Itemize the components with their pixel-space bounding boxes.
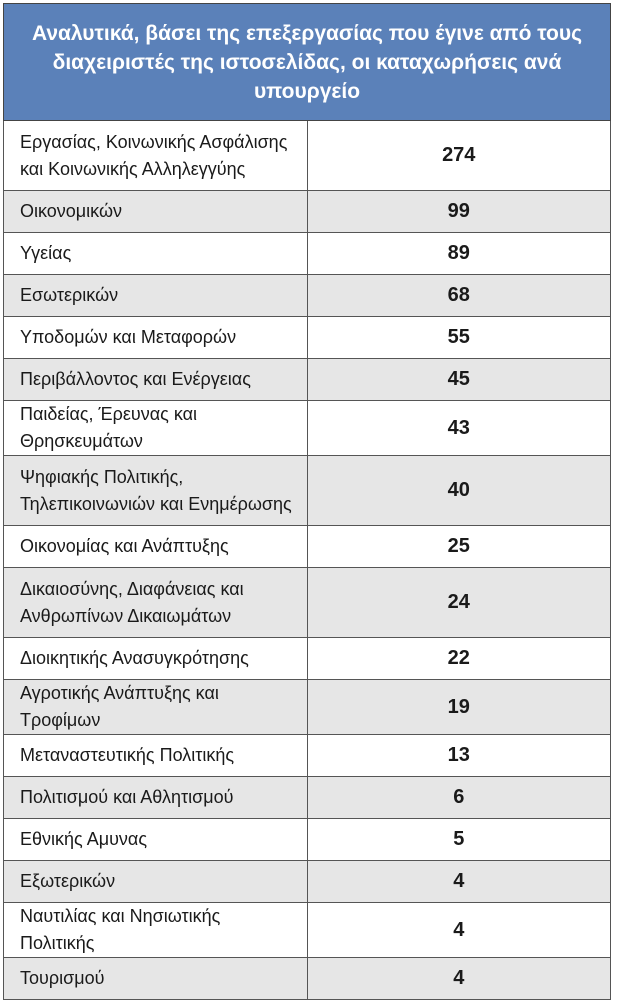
ministry-table-container (3, 3, 611, 1000)
ministry-name-cell: Δικαιοσύνης, Διαφάνειας και Ανθρωπίνων Δικαιωμάτων (4, 568, 308, 638)
entry-count-cell: 45 (307, 359, 611, 401)
ministry-name-cell: Υποδομών και Μεταφορών (4, 317, 308, 359)
entry-count-cell: 24 (307, 568, 611, 638)
entry-count-cell: 43 (307, 401, 611, 456)
table-row (4, 191, 611, 233)
ministry-name-cell: Περιβάλλοντος και Ενέργειας (4, 359, 308, 401)
entry-count-cell: 4 (307, 903, 611, 958)
table-row (4, 680, 611, 735)
entry-count-cell: 89 (307, 233, 611, 275)
table-row (4, 735, 611, 777)
table-row (4, 903, 611, 958)
table-row (4, 456, 611, 526)
table-row (4, 526, 611, 568)
ministry-name-cell: Εθνικής Αμυνας (4, 819, 308, 861)
table-body (4, 121, 611, 1000)
ministry-entries-table (3, 3, 611, 1000)
entry-count-cell: 4 (307, 958, 611, 1000)
entry-count-cell: 274 (307, 121, 611, 191)
entry-count-cell: 68 (307, 275, 611, 317)
ministry-name-cell: Εσωτερικών (4, 275, 308, 317)
table-row (4, 401, 611, 456)
ministry-name-cell: Εξωτερικών (4, 861, 308, 903)
table-row (4, 359, 611, 401)
table-row (4, 819, 611, 861)
ministry-name-cell: Ψηφιακής Πολιτικής, Τηλεπικοινωνιών και Ενημέρωσης (4, 456, 308, 526)
table-row (4, 861, 611, 903)
ministry-name-cell: Μεταναστευτικής Πολιτικής (4, 735, 308, 777)
ministry-name-cell: Υγείας (4, 233, 308, 275)
entry-count-cell: 40 (307, 456, 611, 526)
entry-count-cell: 55 (307, 317, 611, 359)
table-row (4, 638, 611, 680)
table-header-row (4, 4, 611, 121)
entry-count-cell: 4 (307, 861, 611, 903)
table-row (4, 275, 611, 317)
ministry-name-cell: Παιδείας, Έρευνας και Θρησκευμάτων (4, 401, 308, 456)
ministry-name-cell: Οικονομικών (4, 191, 308, 233)
table-row (4, 568, 611, 638)
ministry-name-cell: Εργασίας, Κοινωνικής Ασφάλισης και Κοινωνικής Αλληλεγγύης (4, 121, 308, 191)
entry-count-cell: 19 (307, 680, 611, 735)
table-title: Αναλυτικά, βάσει της επεξεργασίας που έγινε από τους διαχειριστές της ιστοσελίδας, οι καταχωρήσεις ανά υπουργείο (4, 4, 611, 121)
table-row (4, 317, 611, 359)
entry-count-cell: 25 (307, 526, 611, 568)
ministry-name-cell: Αγροτικής Ανάπτυξης και Τροφίμων (4, 680, 308, 735)
entry-count-cell: 13 (307, 735, 611, 777)
table-row (4, 121, 611, 191)
entry-count-cell: 6 (307, 777, 611, 819)
entry-count-cell: 22 (307, 638, 611, 680)
entry-count-cell: 99 (307, 191, 611, 233)
ministry-name-cell: Διοικητικής Ανασυγκρότησης (4, 638, 308, 680)
ministry-name-cell: Οικονομίας και Ανάπτυξης (4, 526, 308, 568)
entry-count-cell: 5 (307, 819, 611, 861)
ministry-name-cell: Πολιτισμού και Αθλητισμού (4, 777, 308, 819)
table-row (4, 958, 611, 1000)
table-row (4, 233, 611, 275)
ministry-name-cell: Τουρισμού (4, 958, 308, 1000)
table-row (4, 777, 611, 819)
ministry-name-cell: Ναυτιλίας και Νησιωτικής Πολιτικής (4, 903, 308, 958)
